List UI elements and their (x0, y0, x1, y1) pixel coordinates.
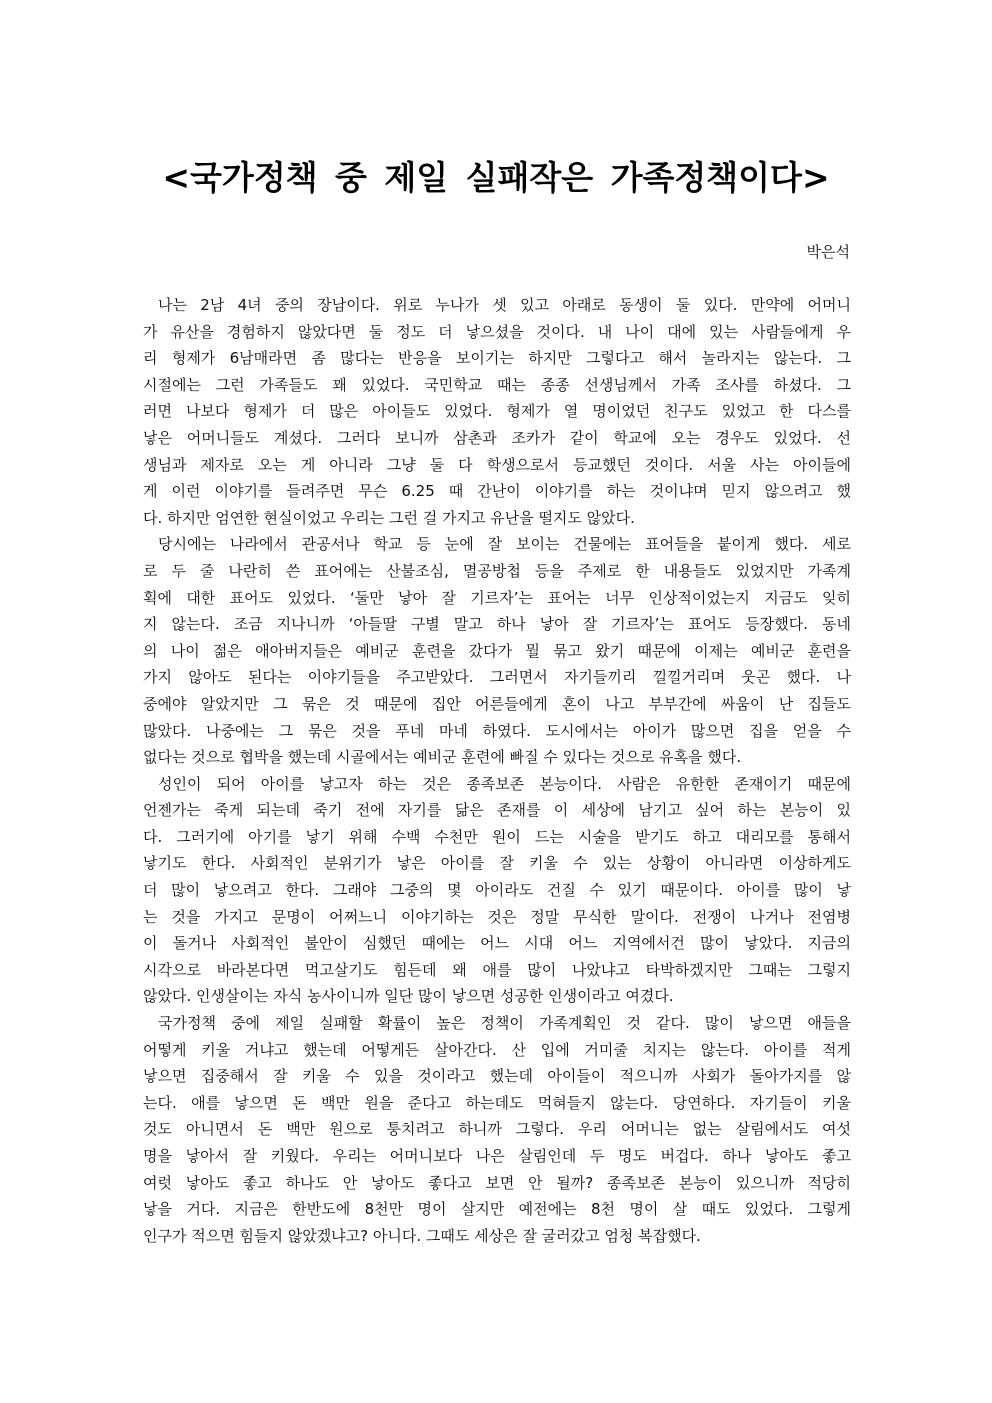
text-line: 없다는 것으로 협박을 했는데 시골에서는 예비군 훈련에 빠질 수 있다는 것으로 유혹을 했다. (143, 748, 742, 767)
paragraph-3 (143, 771, 851, 1010)
text-line: 더 많이 낳으려고 한다. 그래야 그중의 몇 아이라도 건질 수 있기 때문이다. 아이를 많이 낳 (143, 881, 851, 900)
text-line: 낳을 거다. 지금은 한반도에 8천만 명이 살지만 예전에는 8천 명이 살 때도 있었다. 그렇게 (143, 1200, 851, 1219)
text-line: 획에 대한 표어도 있었다. ‘둘만 낳아 잘 기르자’는 표어는 너무 인상적이었는지 지금도 잊히 (143, 588, 851, 607)
text-line: 여럿 낳아도 좋고 하나도 안 낳아도 좋다고 보면 안 될까? 종족보존 본능이 있으니까 적당히 (143, 1173, 851, 1192)
text-line: 성인이 되어 아이를 낳고자 하는 것은 종족보존 본능이다. 사람은 유한한 존재이기 때문에 (158, 774, 851, 793)
text-line: 지 않는다. 조금 지나니까 ‘아들딸 구별 말고 하나 낳아 잘 기르자’는 표어도 등장했다. 동네 (143, 615, 851, 634)
text-line: 는다. 애를 낳으면 돈 백만 원을 준다고 하는데도 먹혀들지 않는다. 당연하다. 자기들이 키울 (143, 1093, 851, 1112)
document-body (143, 292, 851, 1249)
text-line: 는 것을 가지고 문명이 어쩌느니 이야기하는 것은 정말 무식한 말이다. 전쟁이 나거나 전염병 (143, 907, 851, 926)
text-line: 다. 그러기에 아기를 낳기 위해 수백 수천만 원이 드는 시술을 받기도 하고 대리모를 통해서 (143, 827, 851, 846)
text-line: 가 유산을 경험하지 않았다면 둘 정도 더 낳으셨을 것이다. 내 나이 대에 있는 사람들에게 우 (143, 322, 851, 341)
text-line: 않았다. 인생살이는 자식 농사이니까 일단 많이 낳으면 성공한 인생이라고 여겼다. (143, 987, 674, 1006)
text-line: 중에야 알았지만 그 묶은 것 때문에 집안 어른들에게 혼이 나고 부부간에 싸움이 난 집들도 (143, 694, 851, 713)
text-line: 명을 낳아서 잘 키웠다. 우리는 어머니보다 나은 살림인데 두 명도 버겁다. 하나 낳아도 좋고 (143, 1147, 851, 1165)
text-line: 것도 아니면서 돈 백만 원으로 퉁치려고 하니까 그렇다. 우리 어머니는 없는 살림에서도 여섯 (143, 1120, 851, 1139)
text-line: 로 두 줄 나란히 쓴 표어에는 산불조심, 멸공방첩 등을 주제로 한 내용들도 있었지만 가족계 (143, 561, 851, 580)
text-line: 어떻게 키울 거냐고 했는데 어떻게든 살아간다. 산 입에 거미줄 치지는 않는다. 아이를 적게 (143, 1040, 851, 1059)
text-line: 가지 않아도 된다는 이야기들을 주고받았다. 그러면서 자기들끼리 낄낄거리며 웃곤 했다. 나 (143, 668, 851, 687)
paragraph-4 (143, 1010, 851, 1249)
text-line: 시절에는 그런 가족들도 꽤 있었다. 국민학교 때는 종종 선생님께서 가족 조사를 하셨다. 그 (143, 375, 851, 394)
text-line: 낳으면 집중해서 잘 키울 수 있을 것이라고 했는데 아이들이 적으니까 사회가 돌아가지를 않 (143, 1067, 851, 1086)
text-line: 다. 하지만 엄연한 현실이었고 우리는 그런 걸 가지고 유난을 떨지도 않았다. (143, 508, 635, 527)
text-line: 생님과 제자로 오는 게 아니라 그냥 둘 다 학생으로서 등교했던 것이다. 서울 사는 아이들에 (143, 455, 851, 474)
text-line: 낳은 어머니들도 계셨다. 그러다 보니까 삼촌과 조카가 같이 학교에 오는 경우도 있었다. 선 (143, 428, 851, 447)
text-line: 언젠가는 죽게 되는데 죽기 전에 자기를 닮은 존재를 이 세상에 남기고 싶어 하는 본능이 있 (143, 801, 851, 820)
text-line: 리 형제가 6남매라면 좀 많다는 반응을 보이기는 하지만 그렇다고 해서 놀라지는 않는다. 그 (143, 349, 851, 368)
text-line: 시각으로 바라본다면 먹고살기도 힘든데 왜 애를 많이 나았냐고 타박하겠지만 그때는 그렇지 (143, 960, 851, 979)
document-title: <국가정책 중 제일 실패작은 가족정책이다> (162, 158, 830, 197)
paragraph-2 (143, 531, 851, 770)
text-line: 게 이런 이야기를 들려주면 무슨 6.25 때 간난이 이야기를 하는 것이냐며 믿지 않으려고 했 (143, 482, 851, 501)
paragraph-1 (143, 292, 851, 531)
text-line: 의 나이 젊은 애아버지들은 예비군 훈련을 갔다가 뭘 묶고 왔기 때문에 이제는 예비군 훈련을 (143, 641, 851, 660)
text-line: 인구가 적으면 힘들지 않았겠냐고? 아니다. 그때도 세상은 잘 굴러갔고 엄청 복잡했다. (143, 1226, 701, 1245)
text-line: 많았다. 나중에는 그 묶은 것을 푸네 마네 하였다. 도시에서는 아이가 많으면 집을 얻을 수 (143, 721, 851, 740)
text-line: 이 돌거나 사회적인 불안이 심했던 때에는 어느 시대 어느 지역에서건 많이 낳았다. 지금의 (143, 934, 851, 953)
text-line: 나는 2남 4녀 중의 장남이다. 위로 누나가 셋 있고 아래로 동생이 둘 있다. 만약에 어머니 (158, 296, 851, 314)
text-line: 국가정책 중에 제일 실패할 확률이 높은 정책이 가족계획인 것 같다. 많이 낳으면 애들을 (158, 1014, 851, 1033)
text-line: 러면 나보다 형제가 더 많은 아이들도 있었다. 형제가 열 명이었던 친구도 있었고 한 다스를 (143, 402, 851, 421)
text-line: 낳기도 한다. 사회적인 분위기가 낳은 아이를 잘 키울 수 있는 상황이 아니라면 이상하게도 (143, 854, 851, 873)
text-line: 당시에는 나라에서 관공서나 학교 등 눈에 잘 보이는 건물에는 표어들을 붙이게 했다. 세로 (158, 535, 851, 554)
author-name: 박은석 (806, 243, 850, 261)
